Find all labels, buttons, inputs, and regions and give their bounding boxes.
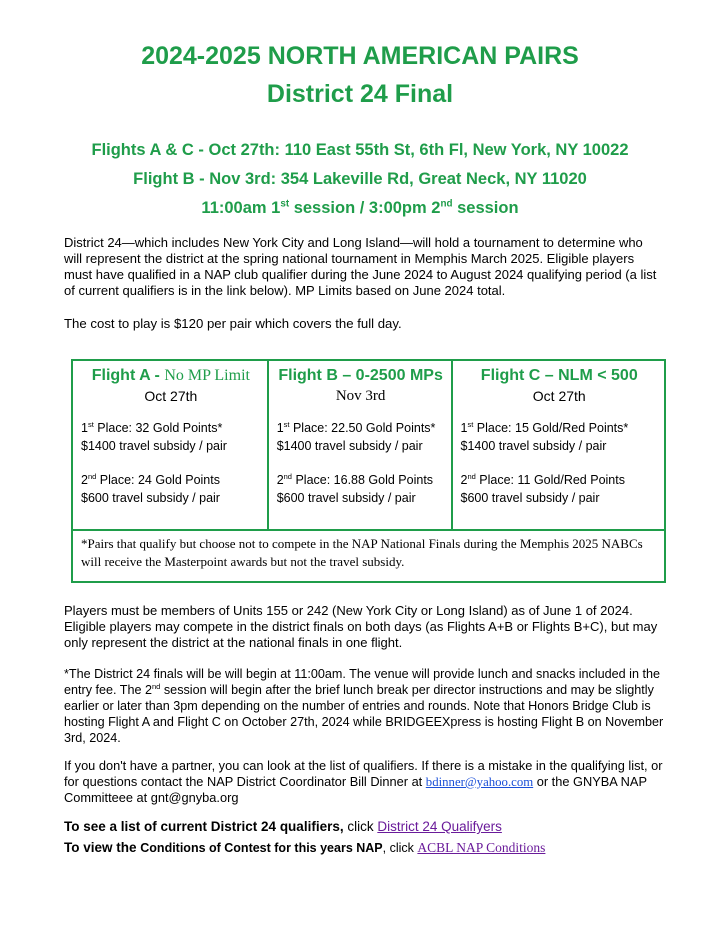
intro-paragraph: District 24—which includes New York City and Long Island—will hold a tournament to determine who will represent the district at the spring national tournament in Memphis March 2025. Eligible players must have qualified in a NAP club qualifier during the June 2024 to August 2024 qualifying period (a list of current qualifiers is in the link below). MP Limits based on June 2024 total.	[64, 235, 657, 298]
membership-paragraph: Players must be members of Units 155 or 242 (New York City or Long Island) as of June 1 of 2024. Eligible players may compete in the district finals on both days (as Flights A+B or Flights B+C), but may only represent the district at the national finals in one flight.	[64, 603, 658, 650]
flight-c-cell	[452, 360, 665, 530]
prize-text: Place: 24 Gold Points	[96, 473, 220, 487]
flight-b-first-prize	[277, 419, 445, 455]
conditions-line	[64, 837, 684, 859]
details-paragraph	[64, 666, 672, 746]
conditions-text-1: To view the	[64, 840, 141, 855]
table-note-row	[72, 530, 665, 582]
qualifiers-link[interactable]: District 24 Qualifyers	[377, 819, 502, 834]
flight-a-name-plain: No MP Limit	[164, 367, 250, 384]
details-text-a: *The District 24 finals will be will begin at 11:00am. The venue will provide lunch and snacks included in the entry fee. The 2	[64, 667, 660, 697]
flight-a-cell	[72, 360, 268, 530]
details-text-b: session will begin after the brief lunch break per director instructions and may be slightly earlier or later than 3pm depending on the number of entries and rounds. Note that Honors Bridge Club is hosting Flight A and Flight C on October 27th, 2024 while BRIDGEEXpress is hosting Flight B on November 3rd, 2024.	[64, 683, 664, 745]
ordinal-sup: nd	[87, 471, 97, 481]
ordinal-first: 1	[460, 421, 468, 435]
title-line-2: District 24 Final	[266, 80, 454, 108]
session-time-1: 11:00am 1	[201, 199, 281, 217]
ordinal-first: 1	[81, 421, 88, 435]
prize-text: Place: 32 Gold Points*	[93, 421, 223, 435]
flight-c-first-prize	[461, 419, 658, 455]
prize-text: Place: 16.88 Gold Points	[291, 473, 434, 487]
conditions-text-2: Conditions of Contest for this years NAP	[140, 841, 383, 855]
flight-c-date: Oct 27th	[532, 388, 586, 404]
contact-text-a: If you don't have a partner, you can look at the list of qualifiers. If there is a mistake in the qualifying list, or for questions contact the NAP District Coordinator Bill Dinner at	[64, 758, 663, 789]
prize-subsidy: $1400 travel subsidy / pair	[460, 439, 607, 453]
session-sup-1: st	[280, 198, 290, 210]
prize-subsidy: $1400 travel subsidy / pair	[81, 439, 227, 453]
ordinal-first: 1	[276, 421, 284, 435]
ordinal-second: 2	[276, 473, 284, 487]
flight-c-second-prize	[461, 471, 658, 507]
contact-paragraph	[64, 758, 672, 806]
qualifiers-click: click	[347, 819, 378, 834]
coordinator-email-link[interactable]: bdinner@yahoo.com	[425, 775, 534, 789]
prize-text: Place: 15 Gold/Red Points*	[473, 421, 629, 435]
flight-b-name: Flight B – 0-2500 MPs	[278, 367, 443, 384]
ordinal-sup: nd	[283, 471, 292, 481]
session-end: session	[452, 199, 519, 217]
qualifiers-text: To see a list of current District 24 qualifiers,	[64, 819, 348, 834]
prize-subsidy: $600 travel subsidy / pair	[81, 491, 220, 505]
flight-b-venue: Flight B - Nov 3rd: 354 Lakeville Rd, Great Neck, NY 11020	[133, 170, 587, 188]
table-note: *Pairs that qualify but choose not to compete in the NAP National Finals during the Memphis 2025 NABCs will receive the Masterpoint awards but not the travel subsidy.	[72, 530, 665, 582]
ordinal-sup: st	[467, 419, 474, 429]
flight-a-first-prize	[81, 419, 261, 455]
flights-row	[72, 360, 665, 530]
session-mid: session / 3:00pm 2	[289, 199, 441, 217]
flight-a-second-prize	[81, 471, 261, 507]
contact-text-b: or the GNYBA NAP Committeee at gnt@gnyba.org	[64, 774, 647, 805]
title-line-1: 2024-2025 NORTH AMERICAN PAIRS	[141, 42, 579, 70]
ordinal-sup: st	[283, 419, 290, 429]
session-sup-2: nd	[440, 198, 453, 210]
ordinal-second: 2	[460, 473, 468, 487]
ordinal-sup: nd	[467, 471, 476, 481]
session-times	[0, 199, 720, 218]
flight-b-second-prize	[277, 471, 445, 507]
flight-b-cell	[268, 360, 452, 530]
prize-subsidy: $600 travel subsidy / pair	[276, 491, 416, 505]
details-sup: nd	[151, 681, 161, 691]
flight-a-date: Oct 27th	[144, 388, 198, 404]
ordinal-sup: st	[87, 419, 94, 429]
ordinal-second: 2	[81, 473, 88, 487]
flight-b-date: Nov 3rd	[335, 388, 386, 404]
flight-c-name: Flight C – NLM < 500	[480, 367, 638, 384]
flights-ac-venue: Flights A & C - Oct 27th: 110 East 55th St, 6th Fl, New York, NY 10022	[91, 141, 629, 159]
prize-text: Place: 11 Gold/Red Points	[475, 473, 625, 487]
conditions-link[interactable]: ACBL NAP Conditions	[417, 840, 546, 855]
flight-a-name	[81, 365, 261, 387]
cost-paragraph: The cost to play is $120 per pair which covers the full day.	[64, 316, 402, 331]
flight-a-name-bold: Flight A -	[91, 367, 165, 384]
prize-text: Place: 22.50 Gold Points*	[289, 421, 436, 435]
prize-subsidy: $1400 travel subsidy / pair	[276, 439, 423, 453]
prize-subsidy: $600 travel subsidy / pair	[460, 491, 600, 505]
qualifiers-line	[64, 816, 684, 837]
links-section	[64, 816, 684, 859]
flights-table	[71, 359, 666, 583]
conditions-click: , click	[382, 841, 418, 855]
